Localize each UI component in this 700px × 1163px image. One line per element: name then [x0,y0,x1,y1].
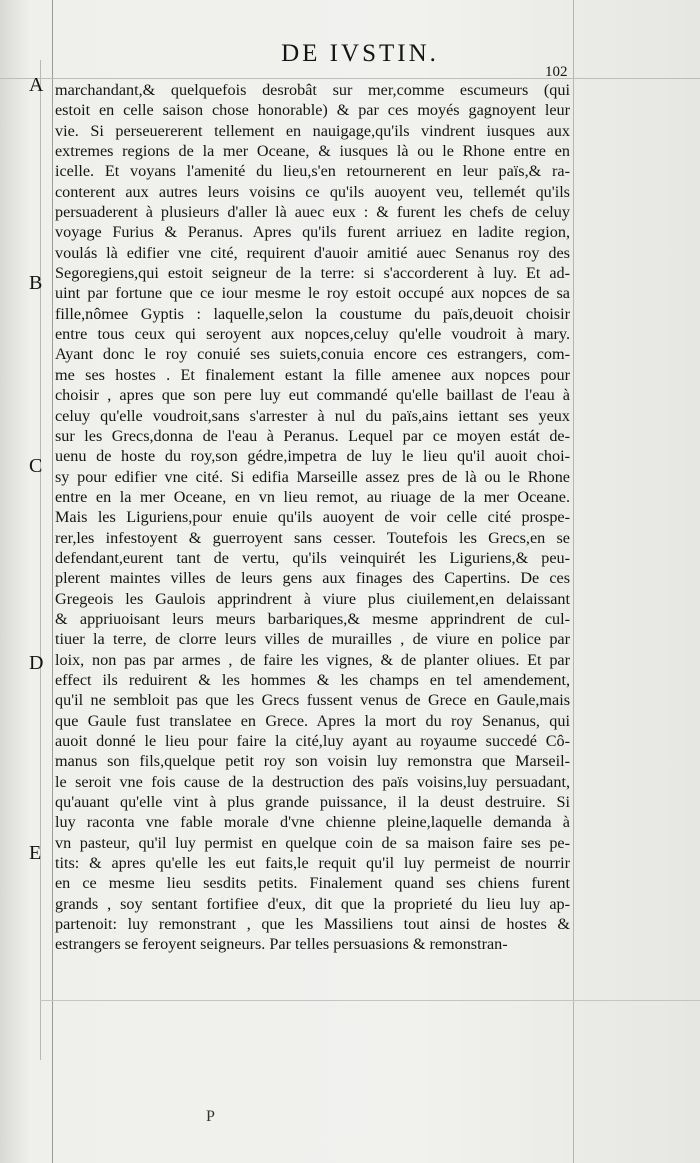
text-line: en ce mesme lieu sesdits petits. Finalement quand ses chiens furent [55,874,570,893]
header-rule [0,78,700,79]
margin-marker-a: A [29,74,44,96]
text-line: qu'il ne sembloit pas que les Grecs fussent venus de Grece en Gaule,mais [55,691,570,710]
text-line: entre tous ceux qui seroyent aux nopces,celuy qu'elle voudroit à mary. [55,325,570,344]
margin-rule-left [52,0,53,1163]
text-line: celuy qu'elle voudroit,sans s'arrester à nul du païs,ains iettant ses yeux [55,406,570,425]
text-line: conterent aux autres leurs voisins ce qu'ils auoyent veu, tellemét qu'ils [55,182,570,201]
footer-rule [40,1000,700,1001]
text-line: qu'auant qu'elle vint à plus grande puissance, il la deust destruire. Si [55,793,570,812]
margin-marker-e: E [29,842,42,864]
text-line: plerent maintes villes de leurs gens aux finages des Capertins. De ces [55,569,570,588]
text-line: manus son fils,quelque petit roy son voisin luy remonstra que Marseil- [55,752,570,771]
text-line: grands , soy sentant fortifiee d'eux, dit que la proprieté du lieu luy ap- [55,894,570,913]
text-line: entre en la mer Oceane, en vn lieu remot, au riuage de la mer Oceane. [55,487,570,506]
text-line: tiuer la terre, de clorre leurs villes de murailles , de viure en police par [55,630,570,649]
text-line: luy raconta vne fable morale d'vne chienne pleine,laquelle demanda à [55,813,570,832]
text-line: fille,nômee Gyptis : laquelle,selon la coustume du païs,deuoit choisir [55,304,570,323]
text-line: estrangers se feroyent seigneurs. Par telles persuasions & remonstran- [55,935,508,954]
text-line: vn pasteur, qu'il luy permist en quelque coin de sa maison faire ses pe- [55,833,570,852]
signature-mark: P [206,1108,215,1125]
text-line: uenu de hoste du roy,son gédre,impetra de luy le lieu qu'il auoit choi- [55,447,570,466]
running-title: DE IVSTIN. [281,40,439,67]
text-line: voulás là edifier vne cité, requirent d'auoir amitié auec Senanus roy des [55,243,570,262]
text-line: uint par fortune que ce iour mesme le roy estoit occupé aux nopces de sa [55,284,570,303]
margin-rule-outer [40,60,41,1060]
text-line: Gregeois les Gaulois apprindrent à viure plus ciuilement,en delaissant [55,589,570,608]
text-line: icelle. Et voyans l'amenité du lieu,s'en retournerent en leur païs,& ra- [55,162,570,181]
text-line: persuaderent à plusieurs d'aller là auec eux : & furent les chefs de celuy [55,203,570,222]
margin-rule-right [573,0,574,1163]
margin-marker-b: B [29,272,43,294]
text-line: auoit donné le lieu pour faire la cité,luy ayant au royaume succedé Cô- [55,732,570,750]
text-line: vie. Si perseuererent tellement en nauigage,qu'ils vindrent iusques aux [55,121,570,140]
text-line: sy pour edifier vne cité. Si edifia Marseille assez pres de là ou le Rhone [55,467,570,486]
text-line: effect ils reduirent & les hommes & les champs en tel amendement, [55,670,570,689]
margin-marker-d: D [29,652,44,674]
text-line: sur les Grecs,donna de l'eau à Peranus. Lequel par ce moyen estát de- [55,426,570,445]
text-line: marchandant,& quelquefois desrobât sur mer,comme escumeurs (qui [55,81,570,99]
text-line: me ses hostes . Et finalement estant la fille amenee aux nopces pour [55,365,570,384]
text-line: Ayant donc le roy conuié ses suiets,conuia encore ces estrangers, com- [55,345,570,364]
text-line: rer,les infestoyent & guerroyent sans cesser. Toutefois les Grecs,en se [55,528,570,547]
text-line: estoit en celle saison chose honorable) & par ces moyés gagnoyent leur [55,101,570,120]
text-line: le seroit vne fois cause de la destruction des païs voisins,luy persuadant, [55,772,570,791]
text-line: que Gaule fust translatee en Grece. Apres la mort du roy Senanus, qui [55,711,570,730]
text-line: defendant,eurent tant de vertu, qu'ils veinquirét les Liguriens,& peu- [55,548,570,567]
body-text [55,80,570,955]
page-number: 102 [545,64,568,80]
text-line: voyage Furius & Peranus. Apres qu'ils furent arriuez en ladite region, [55,223,570,242]
text-line: Segoregiens,qui estoit seigneur de la terre: si s'accorderent à luy. Et ad- [55,264,570,283]
text-line: choisir , apres que son pere luy eut commandé qu'elle baillast de l'eau à [55,386,570,405]
text-line: tits: & apres qu'elle les eut faits,le requit qu'il luy permeist de nourrir [55,854,570,873]
text-line: loix, non pas par armes , de faire les vignes, & de planter oliues. Et par [55,650,570,669]
text-line: & appriuoisant leurs meurs barbariques,& mesme apprindrent de cul- [55,609,570,628]
text-line: partenoit: luy remonstrant , que les Massiliens tout ainsi de hostes & [55,915,570,934]
text-line: Mais les Liguriens,pour enuie qu'ils auoyent de voir celle cité prospe- [55,508,570,527]
text-line: extremes regions de la mer Oceane, & iusques là ou le Rhone entre en [55,142,570,161]
margin-marker-c: C [29,455,43,477]
